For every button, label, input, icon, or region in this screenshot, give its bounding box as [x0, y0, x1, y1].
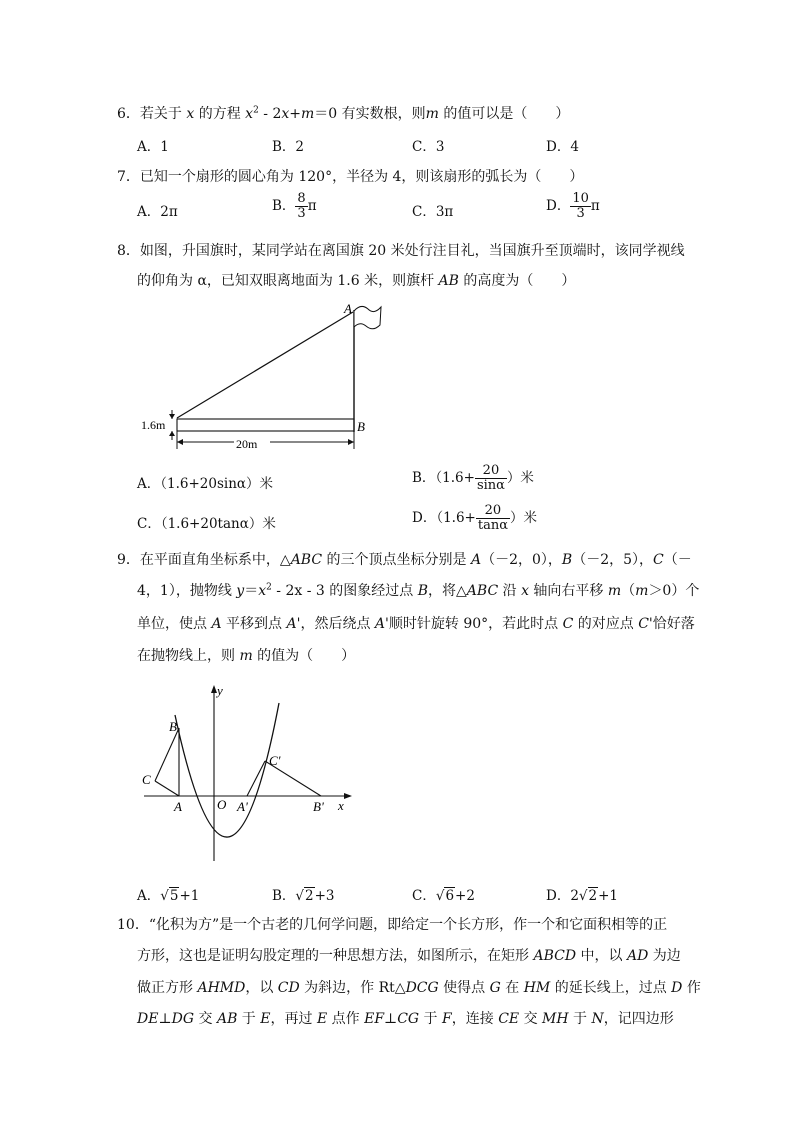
- sight-line: [177, 312, 353, 418]
- label-a: A: [344, 301, 352, 316]
- parabola-figure: [130, 675, 370, 870]
- label-b-prime: B': [313, 799, 324, 814]
- q7-option-b: B． $\frac{8}{3}$ π: [272, 191, 317, 221]
- question-6-stem: 6．若关于 x 的方程 $x^2 - 2x+m=0$ 有实数根，则m 的值可以是（ ）: [117, 105, 570, 122]
- q7-option-a: A．2π: [137, 204, 178, 220]
- q7-option-d: D． $\frac{10}{3}$ π: [546, 191, 600, 221]
- flag-icon: [354, 306, 381, 328]
- question-8-line1: 8．如图，升国旗时，某同学站在离国旗 20 米处行注目礼，当国旗升至顶端时，该同学视线: [117, 243, 685, 259]
- q8-option-d: D．（1.6+ $\frac{20}{\tan\alpha}$ ）米: [412, 503, 537, 533]
- label-c: C: [142, 772, 151, 787]
- q9-option-b: B．√2+3: [272, 888, 335, 904]
- label-b: B: [169, 719, 177, 734]
- label-o: O: [217, 797, 227, 812]
- q9-option-d: D．2√2+1: [546, 888, 619, 904]
- question-8-line2: 的仰角为 α，已知双眼离地面为 1.6 米，则旗杆 AB 的高度为（ ）: [137, 273, 576, 289]
- q6-option-b: B．2: [272, 139, 305, 155]
- distance-label: 20m: [236, 437, 258, 451]
- q6-option-d: D．4: [546, 139, 579, 155]
- q9-option-c: C．√6+2: [412, 888, 475, 904]
- eye-level-bar: [177, 419, 354, 431]
- q6-option-c: C．3: [412, 139, 445, 155]
- height-label: 1.6m: [141, 418, 166, 432]
- q9-option-a: A．√5+1: [137, 888, 200, 904]
- label-b: B: [357, 419, 365, 434]
- q7-option-c: C．3π: [412, 204, 454, 220]
- q8-option-a: A．（1.6+20sinα）米: [137, 476, 274, 492]
- question-9-line2: 4，1），抛物线 $y=x^2 - 2x - 3$ 的图象经过点 B，将△ABC 沿 x 轴向右平移 m（m＞0）个: [137, 582, 700, 599]
- label-c-prime: C': [269, 753, 281, 768]
- label-y: y: [217, 683, 223, 698]
- q8-option-b: B．（1.6+ $\frac{20}{\sin\alpha}$ ）米: [412, 463, 534, 493]
- q8-option-c: C．（1.6+20tanα）米: [137, 516, 276, 532]
- question-9-line4: 在抛物线上，则 m 的值为（ ）: [137, 648, 356, 664]
- q6-option-a: A．1: [137, 139, 169, 155]
- parabola: [175, 703, 279, 837]
- question-10-line1: 10．“化积为方”是一个古老的几何学问题，即给定一个长方形，作一个和它面积相等的正: [117, 917, 668, 933]
- label-a-prime: A': [237, 799, 248, 814]
- label-a: A: [174, 799, 182, 814]
- flagpole-figure: [130, 295, 390, 455]
- question-10-line2: 方形，这也是证明勾股定理的一种思想方法，如图所示，在矩形 ABCD 中，以 AD 为边: [137, 948, 681, 964]
- question-9-line1: 9．在平面直角坐标系中，△ABC 的三个顶点坐标分别是 A（－2，0），B（－2，5），C（－: [117, 552, 692, 568]
- label-x: x: [338, 798, 344, 813]
- question-10-line3: 做正方形 AHMD，以 CD 为斜边，作 Rt△DCG 使得点 G 在 HM 的延长线上，过点 D 作: [137, 980, 701, 996]
- question-9-line3: 单位，使点 A 平移到点 A'，然后绕点 A'顺时针旋转 90°，若此时点 C 的对应点 C'恰好落: [137, 616, 695, 632]
- question-10-line4: DE⊥DG 交 AB 于 E，再过 E 点作 EF⊥CG 于 F，连接 CE 交 MH 于 N，记四边形: [137, 1011, 674, 1027]
- question-7-stem: 7．已知一个扇形的圆心角为 120°，半径为 4，则该扇形的弧长为（ ）: [117, 169, 584, 185]
